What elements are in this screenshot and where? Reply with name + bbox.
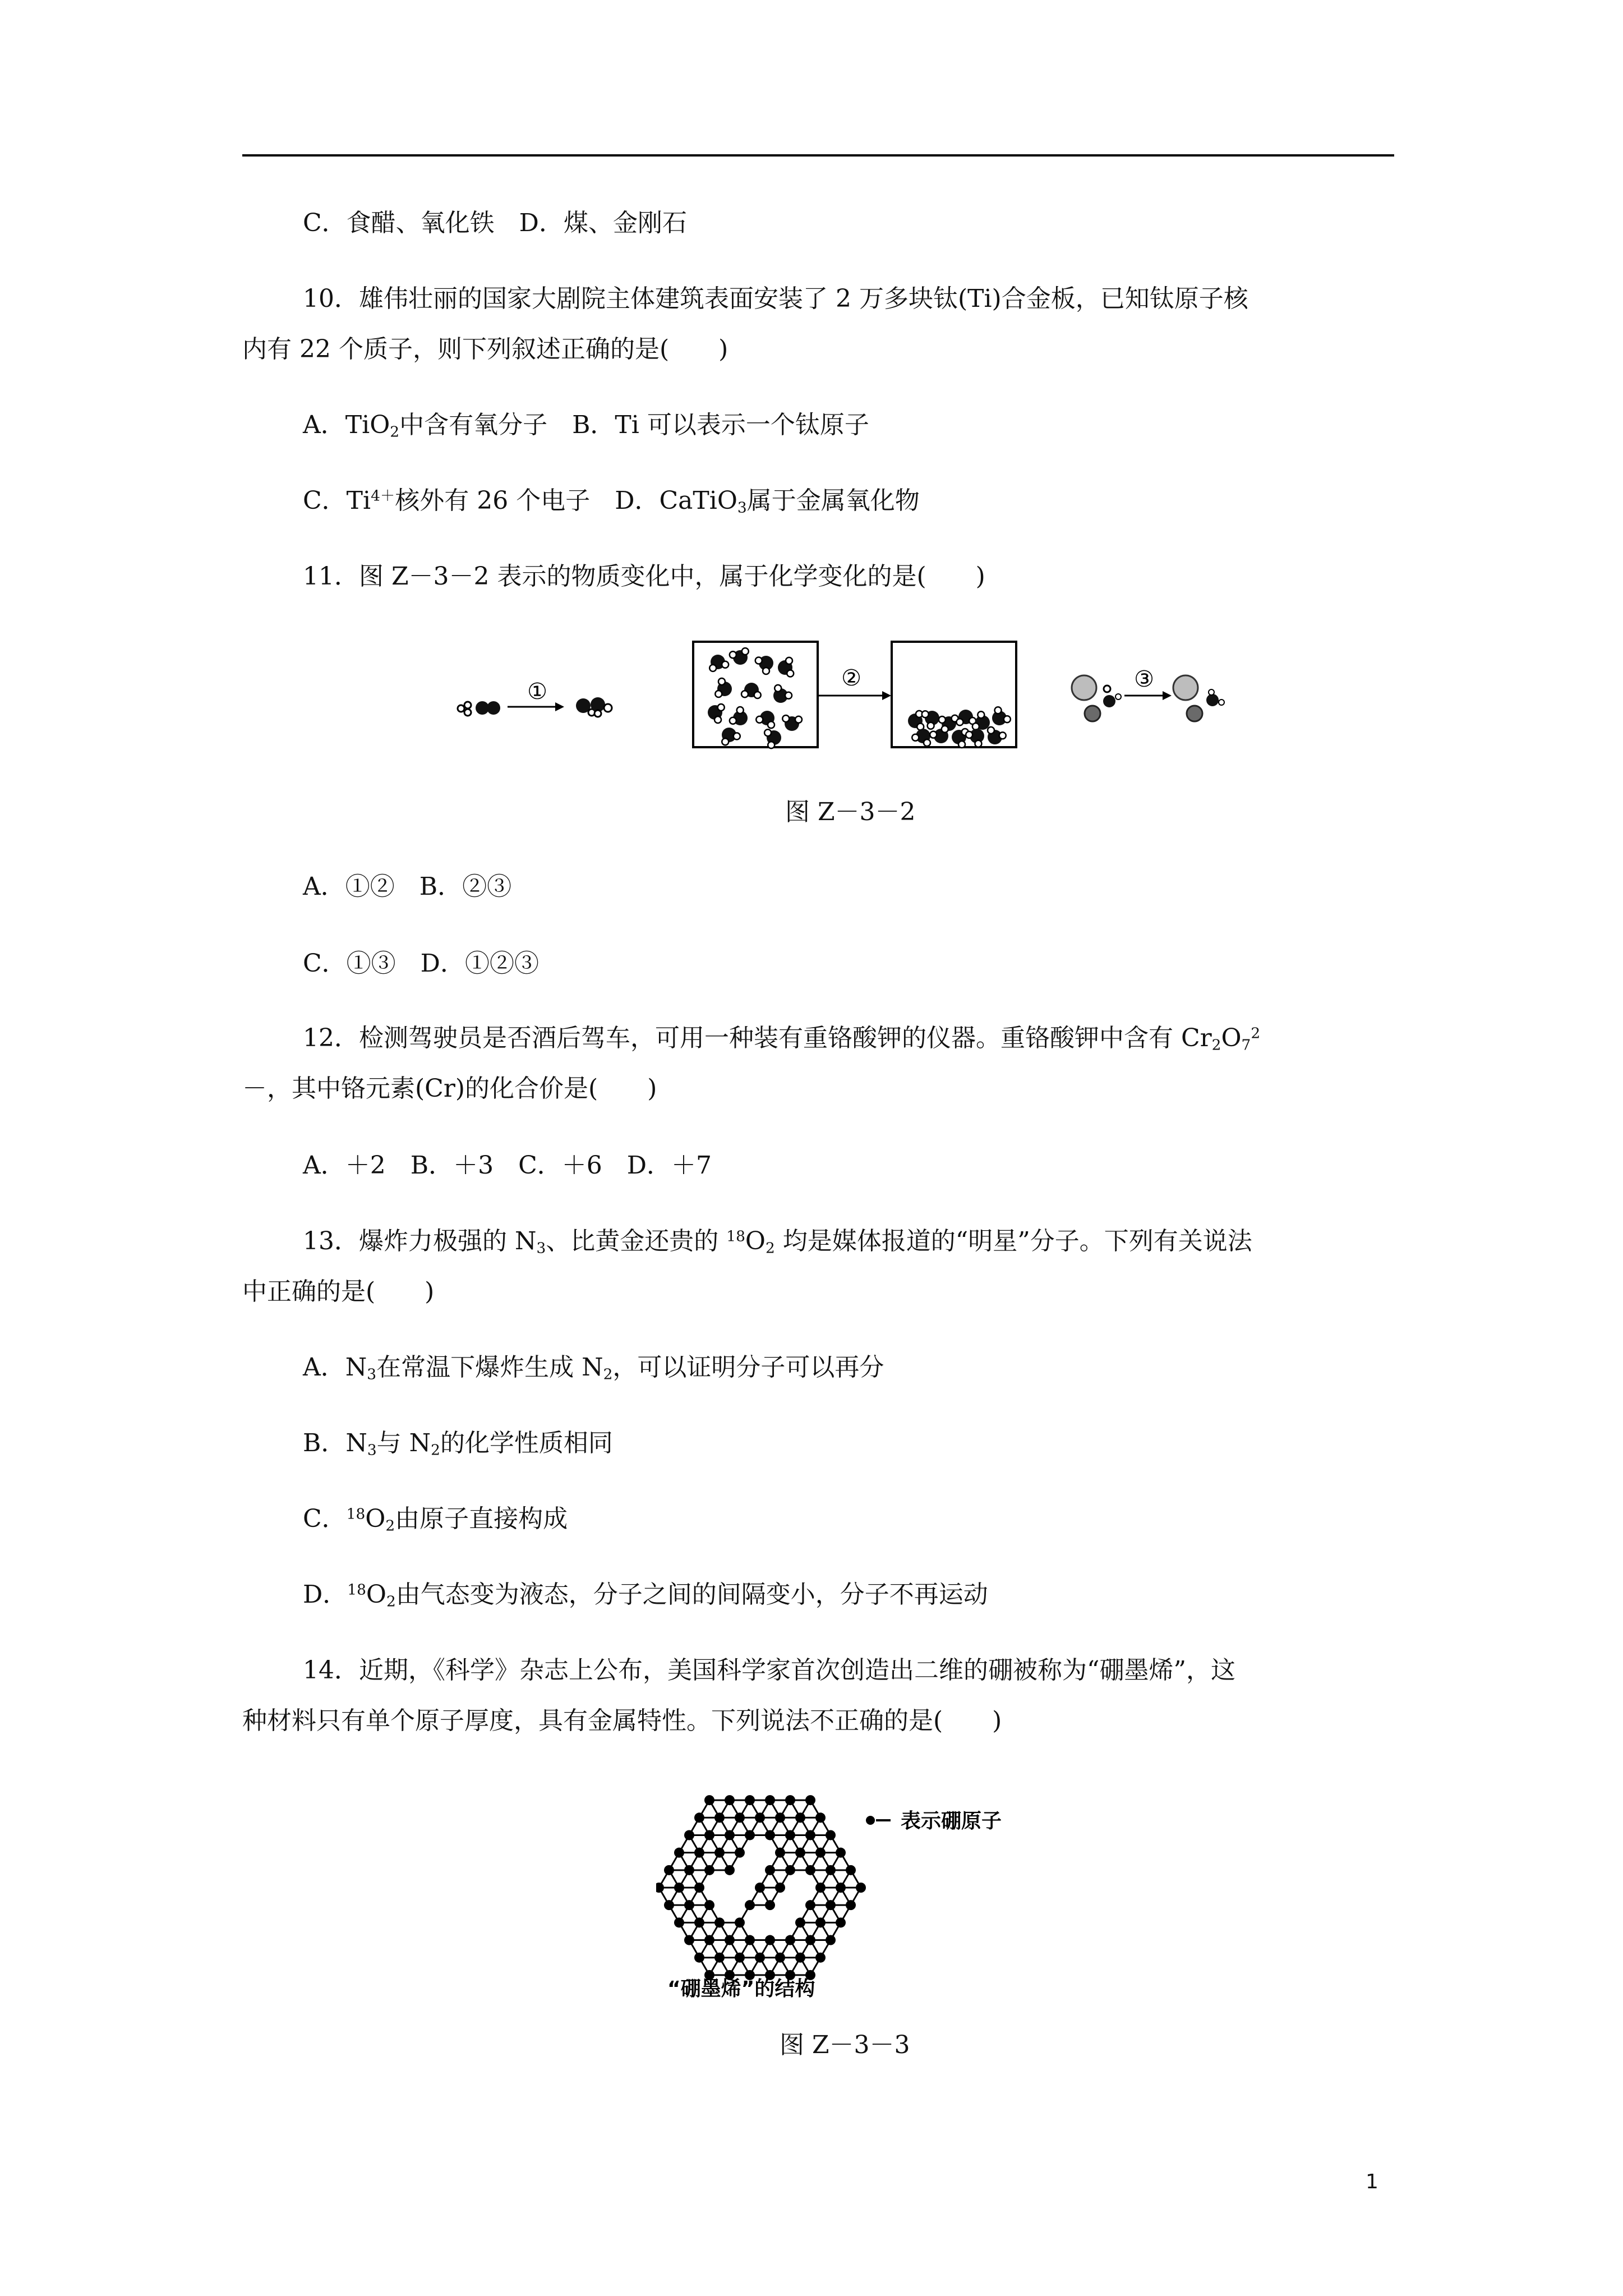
process-3: [1072, 666, 1224, 721]
boron-atom: [836, 1848, 846, 1858]
boron-atom: [704, 1935, 714, 1945]
boron-atom: [765, 1795, 775, 1805]
boron-atom: [826, 1935, 836, 1945]
boron-atom: [704, 1795, 714, 1805]
boron-atom: [745, 1900, 755, 1910]
boron-atom: [694, 1812, 704, 1823]
q11-stem: 11．图 Z－3－2 表示的物质变化中，属于化学变化的是( ): [303, 562, 985, 591]
boron-atom: [745, 1935, 755, 1945]
boron-atom: [745, 1830, 755, 1840]
boron-atom: [775, 1953, 785, 1963]
boron-atom: [846, 1900, 856, 1910]
boron-atom: [805, 1935, 815, 1945]
boron-atom: [805, 1795, 815, 1805]
boron-atom: [674, 1848, 684, 1858]
boron-atom: [826, 1830, 836, 1840]
header-rule: [242, 154, 1394, 157]
boron-atom: [684, 1900, 694, 1910]
q9-options-cd: C．食醋、氧化铁 D．煤、金刚石: [303, 209, 687, 237]
boron-atom: [846, 1865, 856, 1875]
boron-atom: [735, 1917, 745, 1927]
boron-atom: [765, 1900, 775, 1910]
boron-atom: [694, 1883, 704, 1893]
boron-atom: [684, 1935, 694, 1945]
figure-z-3-2-caption: 图 Z－3－2: [785, 798, 916, 826]
boron-atom: [836, 1917, 846, 1927]
process-1: [458, 679, 612, 717]
boron-atom: [765, 1935, 775, 1945]
boron-atom: [836, 1883, 846, 1893]
boron-atom: [704, 1900, 714, 1910]
boron-atom: [674, 1917, 684, 1927]
boron-atom: [735, 1953, 745, 1963]
boron-atom: [785, 1795, 795, 1805]
boron-atom: [785, 1935, 795, 1945]
process-2: [693, 642, 1016, 748]
boron-atom: [795, 1917, 805, 1927]
boron-atom: [735, 1848, 745, 1858]
boron-atom: [775, 1883, 785, 1893]
boron-atom: [815, 1848, 826, 1858]
q10-stem-line1: 10．雄伟壮丽的国家大剧院主体建筑表面安装了 2 万多块钛(Ti)合金板，已知钛原子核: [303, 284, 1248, 313]
boron-atom: [785, 1830, 795, 1840]
boron-atom: [805, 1865, 815, 1875]
boron-atom: [765, 1865, 775, 1875]
boron-atom: [725, 1865, 735, 1875]
boron-atom: [694, 1953, 704, 1963]
legend: [866, 1810, 1002, 1833]
boron-atom: [785, 1865, 795, 1875]
figure-z-3-3-caption: 图 Z－3－3: [780, 2031, 910, 2059]
q12-stem-line1: 12．检测驾驶员是否酒后驾车，可用一种装有重铬酸钾的仪器。重铬酸钾中含有 $Cr_2O_7^2$: [303, 1024, 1261, 1054]
boron-atom: [664, 1865, 674, 1875]
boron-atom: [775, 1812, 785, 1823]
boron-atom: [735, 1812, 745, 1823]
boron-atom: [805, 1830, 815, 1840]
boron-atom: [714, 1953, 725, 1963]
q13-stem-line1: 13．爆炸力极强的 $N_3$、比黄金还贵的 $^{18}O_2$ 均是媒体报道的“明星”分子。下列有关说法: [303, 1227, 1252, 1257]
q13-option-a: A．$N_3$在常温下爆炸生成 $N_2$，可以证明分子可以再分: [303, 1353, 884, 1383]
boron-atom: [704, 1830, 714, 1840]
boron-atom: [684, 1830, 694, 1840]
q14-stem-line1: 14．近期，《科学》杂志上公布，美国科学家首次创造出二维的硼被称为“硼墨烯”，这: [303, 1656, 1235, 1685]
boron-atom: [656, 1883, 664, 1893]
q13-option-c: C．$^{18}O_2$由原子直接构成: [303, 1504, 568, 1535]
boron-atom: [684, 1865, 694, 1875]
q12-stem-line2: －，其中铬元素(Cr)的化合价是( ): [242, 1074, 657, 1103]
boron-atom: [725, 1795, 735, 1805]
boron-atom: [805, 1900, 815, 1910]
boron-atom: [795, 1953, 805, 1963]
legend-label: 表示硼原子: [901, 1810, 1002, 1833]
boron-atom: [714, 1812, 725, 1823]
q10-stem-line2: 内有 22 个质子，则下列叙述正确的是( ): [242, 335, 728, 364]
q10-options-ab: A．TiO$_2$中含有氧分子 B．Ti 可以表示一个钛原子: [303, 411, 869, 441]
page-number: 1: [1366, 2170, 1378, 2193]
boron-atom: [795, 1812, 805, 1823]
boron-atom: [856, 1883, 866, 1893]
boron-atom: [815, 1883, 826, 1893]
q12-options: A．＋2 B．＋3 C．＋6 D．＋7: [303, 1151, 712, 1180]
boron-atom: [826, 1900, 836, 1910]
q13-option-b: B．$N_3$与 $N_2$的化学性质相同: [303, 1429, 613, 1459]
boron-atom: [775, 1848, 785, 1858]
figure-z-3-3: [656, 1775, 1049, 2011]
q10-options-cd: C．$Ti^{4+}$核外有 26 个电子 D．CaTiO$_3$属于金属氧化物: [303, 486, 920, 517]
q14-stem-line2: 种材料只有单个原子厚度，具有金属特性。下列说法不正确的是( ): [242, 1706, 1002, 1735]
boron-atom: [674, 1883, 684, 1893]
boron-atom: [755, 1883, 765, 1893]
q11-options-ab: A．①② B．②③: [303, 872, 512, 901]
boron-atom: [815, 1953, 826, 1963]
q11-options-cd: C．①③ D．①②③: [303, 949, 539, 978]
label-1: ①: [527, 679, 547, 705]
figure-z-3-2: [449, 634, 1245, 757]
boron-atom: [815, 1812, 826, 1823]
q13-option-d: D．$^{18}O_2$由气态变为液态，分子之间的间隔变小，分子不再运动: [303, 1580, 988, 1611]
borophene-lattice: [656, 1795, 866, 1980]
boron-atom: [826, 1865, 836, 1875]
boron-atom: [755, 1812, 765, 1823]
boron-atom: [694, 1848, 704, 1858]
structure-caption: “硼墨烯”的结构: [667, 1977, 815, 2000]
boron-atom: [714, 1848, 725, 1858]
q13-stem-line2: 中正确的是( ): [242, 1277, 435, 1306]
boron-atom: [765, 1830, 775, 1840]
boron-atom: [664, 1900, 674, 1910]
boron-atom: [795, 1848, 805, 1858]
label-2: ②: [841, 665, 861, 691]
label-3: ③: [1134, 666, 1154, 692]
boron-atom: [704, 1865, 714, 1875]
boron-atom: [755, 1953, 765, 1963]
boron-atom: [725, 1935, 735, 1945]
boron-atom: [745, 1795, 755, 1805]
boron-atom: [725, 1830, 735, 1840]
boron-atom: [815, 1917, 826, 1927]
boron-atom: [694, 1917, 704, 1927]
boron-atom: [714, 1917, 725, 1927]
